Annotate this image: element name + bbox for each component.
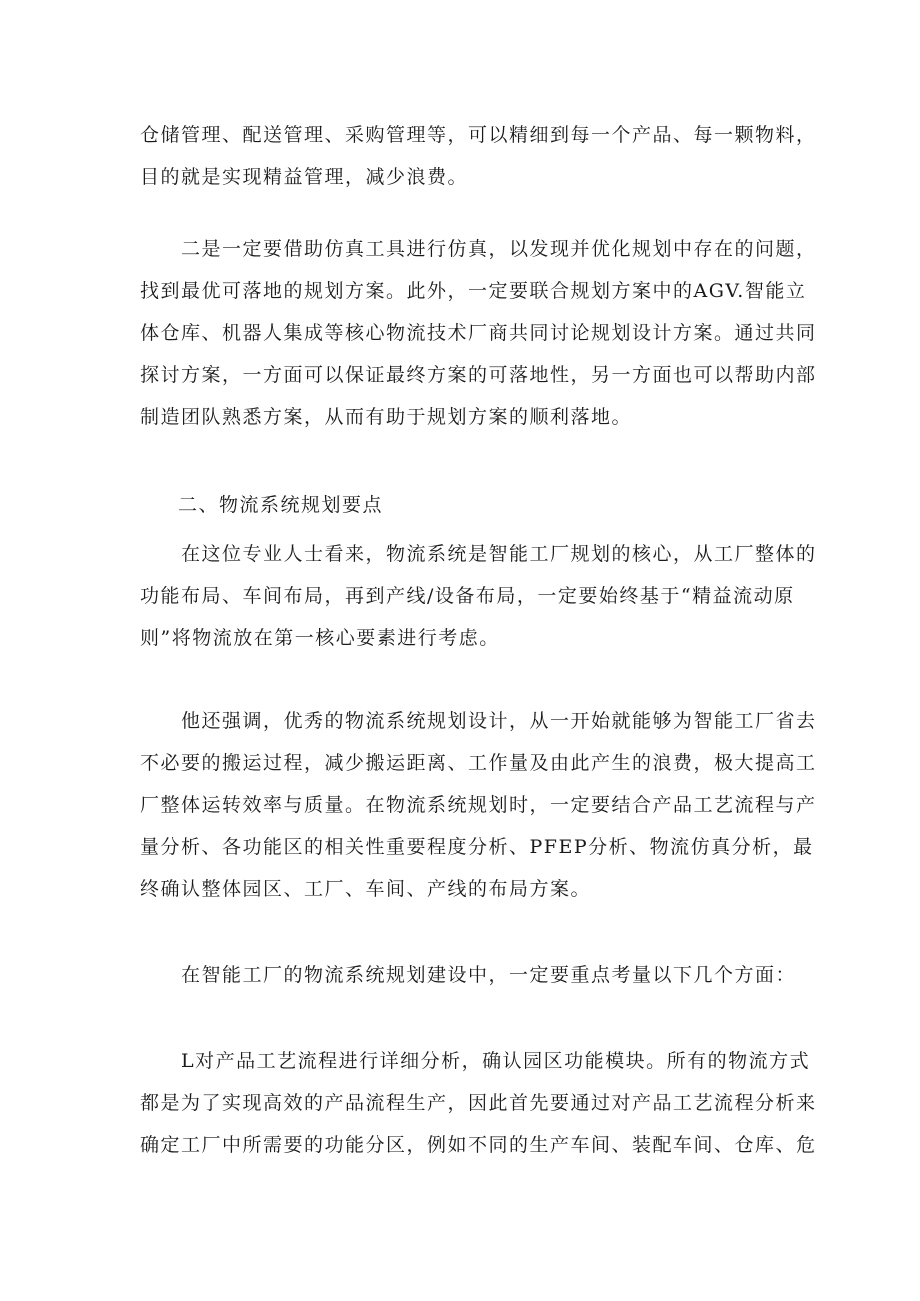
text-line: 他还强调，优秀的物流系统规划设计，从一开始就能够为智能工厂省去 xyxy=(181,710,817,732)
text-line: 确定工厂中所需要的功能分区，例如不同的生产车间、装配车间、仓库、危 xyxy=(140,1134,817,1156)
text-line: 功能布局、车间布局，再到产线/设备布局，一定要始终基于“精益流动原 xyxy=(140,585,795,607)
paragraph-logistics-core xyxy=(140,533,817,659)
text-line: 二是一定要借助仿真工具进行仿真，以发现并优化规划中存在的问题， xyxy=(181,238,817,260)
text-line: 体仓库、机器人集成等核心物流技术厂商共同讨论规划设计方案。通过共同 xyxy=(140,322,817,344)
text-line: 在这位专业人士看来，物流系统是智能工厂规划的核心，从工厂整体的 xyxy=(181,543,817,565)
text-line: 都是为了实现高效的产品流程生产，因此首先要通过对产品工艺流程分析来 xyxy=(140,1092,817,1114)
paragraph-emphasis xyxy=(140,700,817,910)
text-line: 制造团队熟悉方案，从而有助于规划方案的顺利落地。 xyxy=(140,406,633,428)
paragraph-aspects-intro xyxy=(140,954,800,996)
paragraph-process-analysis xyxy=(140,1040,817,1166)
text-line: L对产品工艺流程进行详细分析，确认园区功能模块。所有的物流方式 xyxy=(181,1050,811,1072)
paragraph-warehouse-management xyxy=(140,114,817,198)
text-line: 量分析、各功能区的相关性重要程度分析、PFEP分析、物流仿真分析，最 xyxy=(140,836,814,858)
paragraph-simulation xyxy=(140,228,817,438)
text-line: 厂整体运转效率与质量。在物流系统规划时，一定要结合产品工艺流程与产 xyxy=(140,794,817,816)
text-line: 找到最优可落地的规划方案。此外，一定要联合规划方案中的AGV.智能立 xyxy=(140,280,807,302)
text-line: 探讨方案，一方面可以保证最终方案的可落地性，另一方面也可以帮助内部 xyxy=(140,364,817,386)
section-heading: 二、物流系统规划要点 xyxy=(178,494,384,516)
text-line: 仓储管理、配送管理、采购管理等，可以精细到每一个产品、每一颗物料， xyxy=(140,124,817,146)
text-line: 则”将物流放在第一核心要素进行考虑。 xyxy=(140,627,500,649)
text-line: 目的就是实现精益管理，减少浪费。 xyxy=(140,166,469,188)
text-line: 在智能工厂的物流系统规划建设中，一定要重点考量以下几个方面： xyxy=(181,964,797,986)
text-line: 终确认整体园区、工厂、车间、产线的布局方案。 xyxy=(140,878,592,900)
text-line: 不必要的搬运过程，减少搬运距离、工作量及由此产生的浪费，极大提高工 xyxy=(140,752,817,774)
